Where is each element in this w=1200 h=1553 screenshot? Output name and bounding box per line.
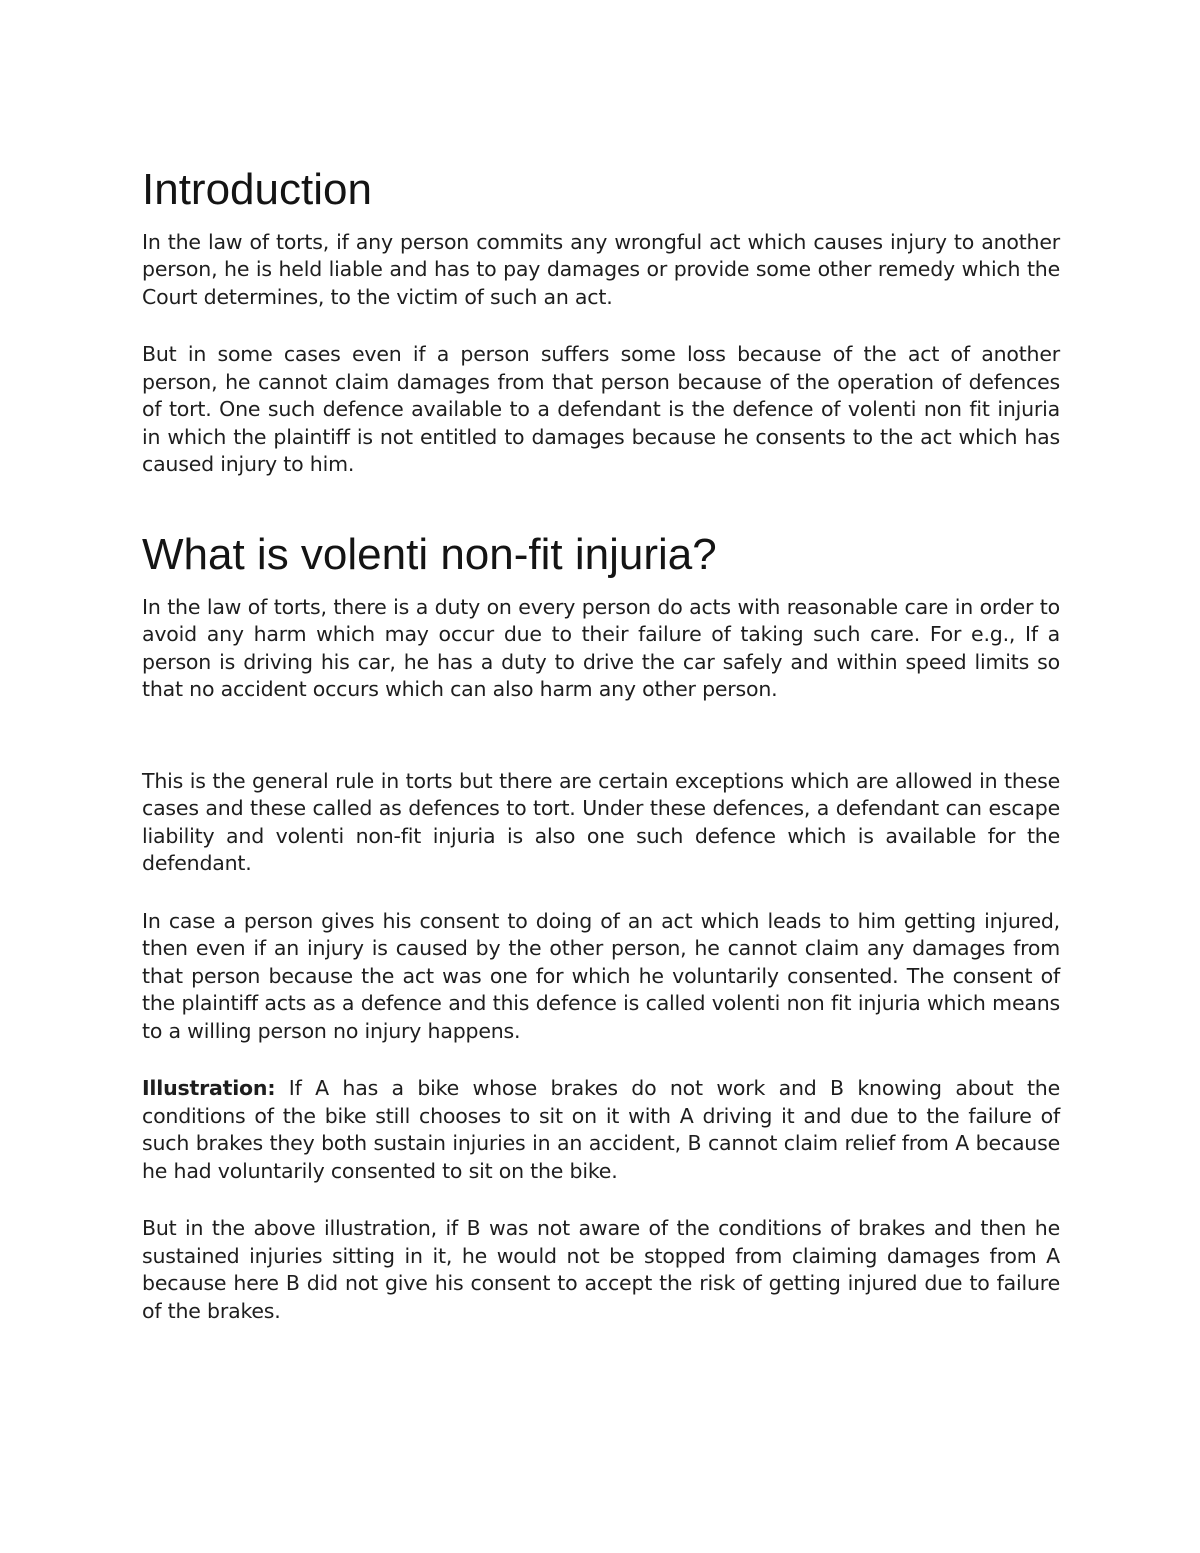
illustration-paragraph — [142, 1075, 1060, 1185]
body-paragraph: In case a person gives his consent to doing of an act which leads to him getting injured, then even if an injury is caused by the other person, he cannot claim any damages from that person because the act was one for which he voluntarily consented. The consent of the plaintiff acts as a defence and this defence is called volenti non fit injuria which means to a willing person no injury happens. — [142, 908, 1060, 1043]
illustration-text: If A has a bike whose brakes do not work and B knowing about the conditions of the bike still chooses to sit on it with A driving it and due to the failure of such brakes they both sustain injuries in an accident, B cannot claim relief from A because he had voluntarily consented to sit on the bike. — [142, 1076, 1060, 1183]
intro-paragraph: But in some cases even if a person suffers some loss because of the act of another person, he cannot claim damages from that person because of the operation of defences of tort. One such defence available to a defendant is the defence of volenti non fit injuria in which the plaintiff is not entitled to damages because he consents to the act which has caused injury to him. — [142, 342, 1060, 477]
section-heading-volenti: What is volenti non-fit injuria? — [142, 529, 717, 579]
intro-paragraph: In the law of torts, if any person commits any wrongful act which causes injury to another person, he is held liable and has to pay damages or provide some other remedy which the Court determines, to the victim of such an act. — [142, 229, 1060, 309]
body-paragraph: This is the general rule in torts but there are certain exceptions which are allowed in these cases and these called as defences to tort. Under these defences, a defendant can escape liability and volenti non-fit injuria is also one such defence which is available for the defendant. — [142, 768, 1060, 876]
illustration-label: Illustration: — [142, 1076, 276, 1101]
section-heading-introduction: Introduction — [142, 165, 372, 214]
closing-paragraph: But in the above illustration, if B was not aware of the conditions of brakes and then he sustained injuries sitting in it, he would not be stopped from claiming damages from A because here B did not give his consent to accept the risk of getting injured due to failure of the brakes. — [142, 1216, 1060, 1323]
document-page — [142, 164, 1060, 1325]
body-paragraph: In the law of torts, there is a duty on every person do acts with reasonable care in order to avoid any harm which may occur due to their failure of taking such care. For e.g., If a person is driving his car, he has a duty to drive the car safely and within speed limits so that no accident occurs which can also harm any other person. — [142, 594, 1060, 702]
